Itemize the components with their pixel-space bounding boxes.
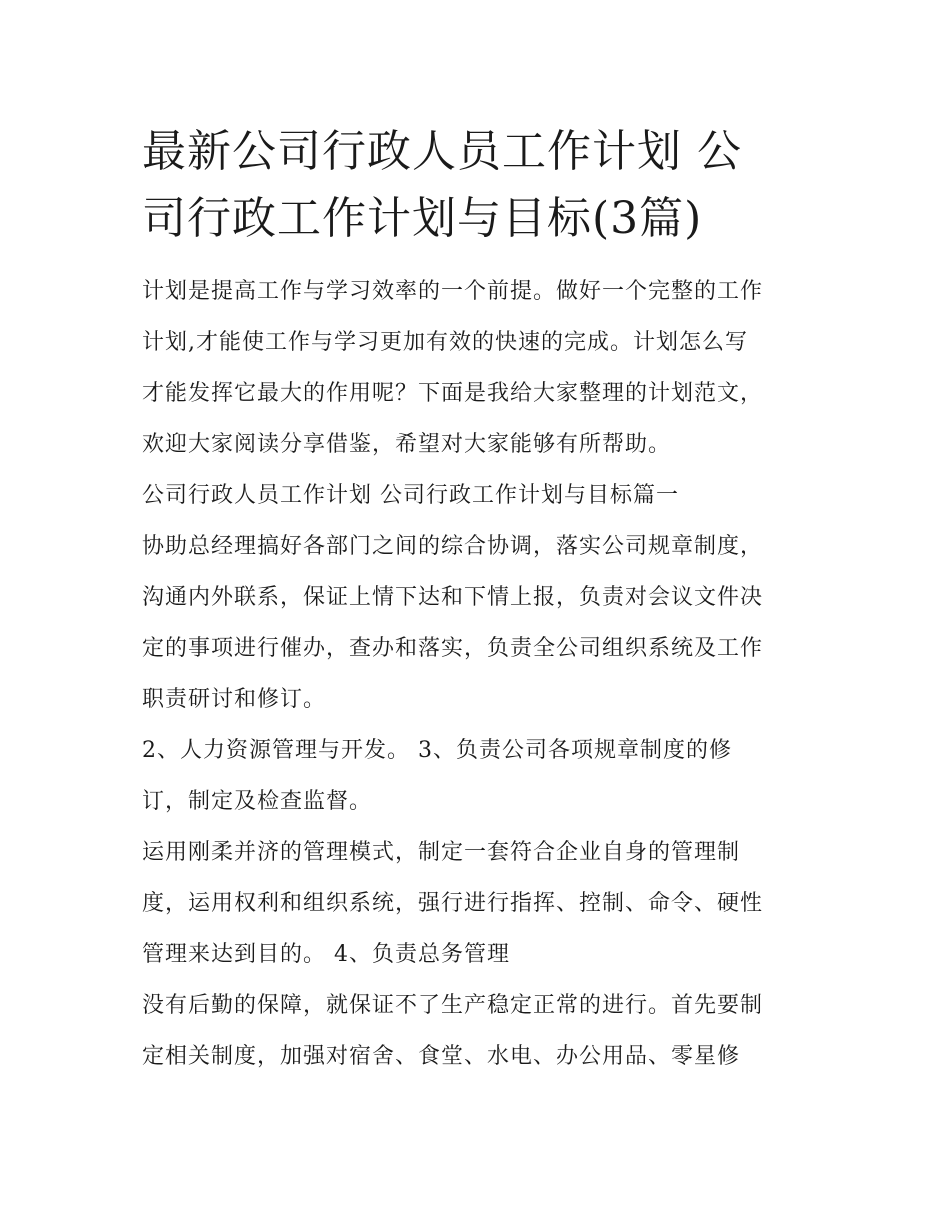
text-line: 定的事项进行催办，查办和落实，负责全公司组织系统及工作: [142, 636, 764, 661]
text-line: 计划,才能使工作与学习更加有效的快速的完成。计划怎么写: [142, 330, 748, 355]
intro-paragraph: [142, 266, 822, 470]
text-line: 职责研讨和修订。: [142, 687, 327, 712]
text-line: 运用刚柔并济的管理模式，制定一套符合企业自身的管理制: [142, 840, 741, 865]
body-paragraph: [142, 980, 822, 1082]
text-line: 才能发挥它最大的作用呢？下面是我给大家整理的计划范文，: [142, 381, 764, 406]
text-line: 2、人力资源管理与开发。 3、负责公司各项规章制度的修: [142, 738, 732, 763]
text-line: 欢迎大家阅读分享借鉴，希望对大家能够有所帮助。: [142, 432, 672, 457]
document-title: [142, 118, 822, 252]
text-line: 公司行政人员工作计划 公司行政工作计划与目标篇一: [142, 483, 679, 508]
text-line: 没有后勤的保障，就保证不了生产稳定正常的进行。首先要制: [142, 993, 764, 1018]
title-line-1: 最新公司行政人员工作计划 公: [142, 126, 742, 177]
section-heading: [142, 470, 822, 521]
title-line-2: 司行政工作计划与目标(3篇): [142, 193, 703, 244]
text-line: 管理来达到目的。 4、负责总务管理: [142, 942, 510, 967]
text-line: 定相关制度，加强对宿舍、食堂、水电、办公用品、零星修: [142, 1044, 741, 1069]
body-paragraph: [142, 827, 822, 980]
text-line: 沟通内外联系，保证上情下达和下情上报，负责对会议文件决: [142, 585, 764, 610]
text-line: 计划是提高工作与学习效率的一个前提。做好一个完整的工作: [142, 279, 764, 304]
body-paragraph: [142, 521, 822, 725]
text-line: 协助总经理搞好各部门之间的综合协调，落实公司规章制度，: [142, 534, 764, 559]
document-page: [142, 118, 822, 1082]
text-line: 度，运用权利和组织系统，强行进行指挥、控制、命令、硬性: [142, 891, 764, 916]
text-line: 订，制定及检查监督。: [142, 789, 373, 814]
body-paragraph: [142, 725, 822, 827]
